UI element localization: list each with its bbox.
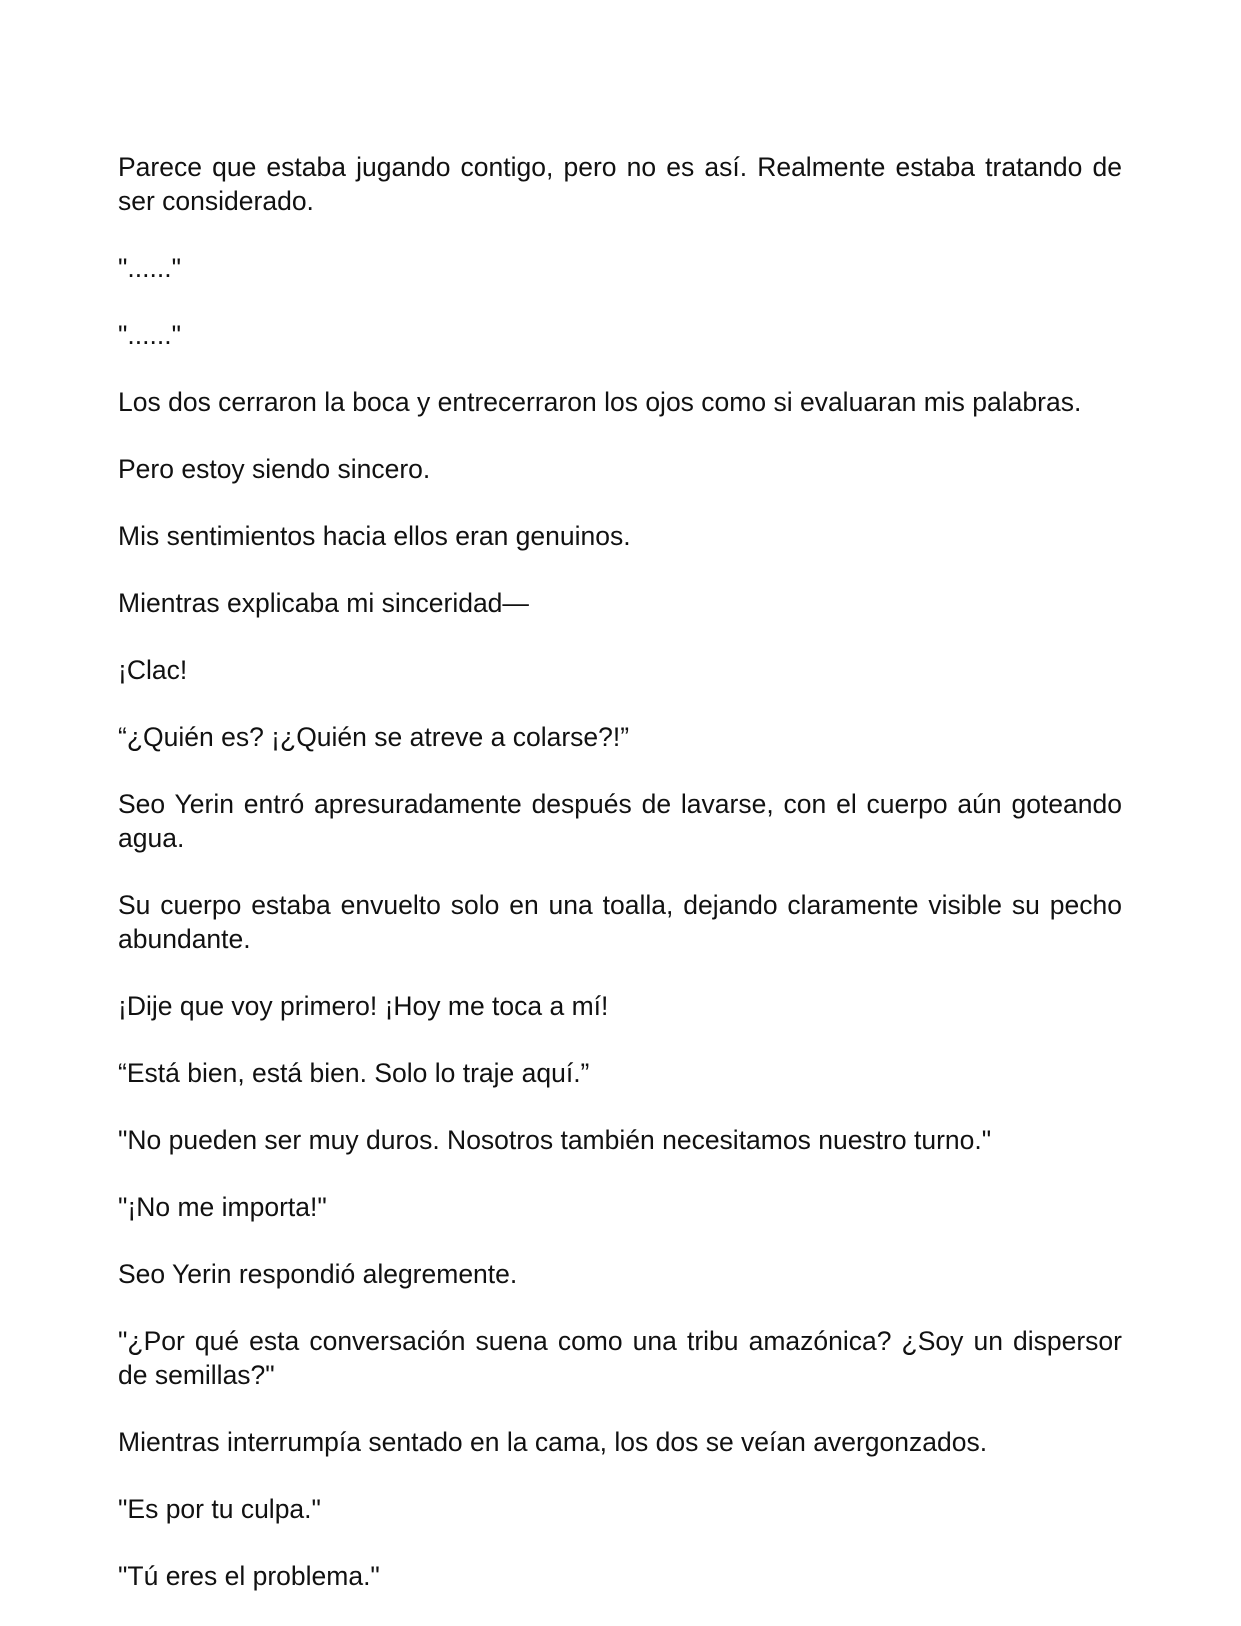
- paragraph: Pero estoy siendo sincero.: [118, 454, 431, 484]
- paragraph: Su cuerpo estaba envuelto solo en una toalla, dejando claramente visible su pecho abundante.: [118, 890, 1122, 954]
- paragraph: “Está bien, está bien. Solo lo traje aquí.”: [118, 1058, 590, 1088]
- paragraph: "No pueden ser muy duros. Nosotros también necesitamos nuestro turno.": [118, 1125, 992, 1155]
- paragraph: “¿Quién es? ¡¿Quién se atreve a colarse?!”: [118, 722, 630, 752]
- paragraph: "Es por tu culpa.": [118, 1494, 321, 1524]
- paragraph: ¡Dije que voy primero! ¡Hoy me toca a mí!: [118, 991, 609, 1021]
- paragraph: Mientras interrumpía sentado en la cama, los dos se veían avergonzados.: [118, 1427, 988, 1457]
- paragraph: Parece que estaba jugando contigo, pero no es así. Realmente estaba tratando de ser considerado.: [118, 152, 1122, 216]
- paragraph: Seo Yerin respondió alegremente.: [118, 1259, 518, 1289]
- paragraph: "Tú eres el problema.": [118, 1561, 380, 1591]
- paragraph: ¡Clac!: [118, 655, 188, 685]
- paragraph: Mientras explicaba mi sinceridad—: [118, 588, 529, 618]
- paragraph: "......": [118, 253, 181, 283]
- paragraph: Los dos cerraron la boca y entrecerraron los ojos como si evaluaran mis palabras.: [118, 387, 1082, 417]
- paragraph: "......": [118, 320, 181, 350]
- document-body: [118, 150, 1122, 1626]
- paragraph: "¿Por qué esta conversación suena como una tribu amazónica? ¿Soy un dispersor de semillas?": [118, 1326, 1122, 1390]
- paragraph: Seo Yerin entró apresuradamente después de lavarse, con el cuerpo aún goteando agua.: [118, 789, 1122, 853]
- paragraph: Mis sentimientos hacia ellos eran genuinos.: [118, 521, 631, 551]
- paragraph: "¡No me importa!": [118, 1192, 327, 1222]
